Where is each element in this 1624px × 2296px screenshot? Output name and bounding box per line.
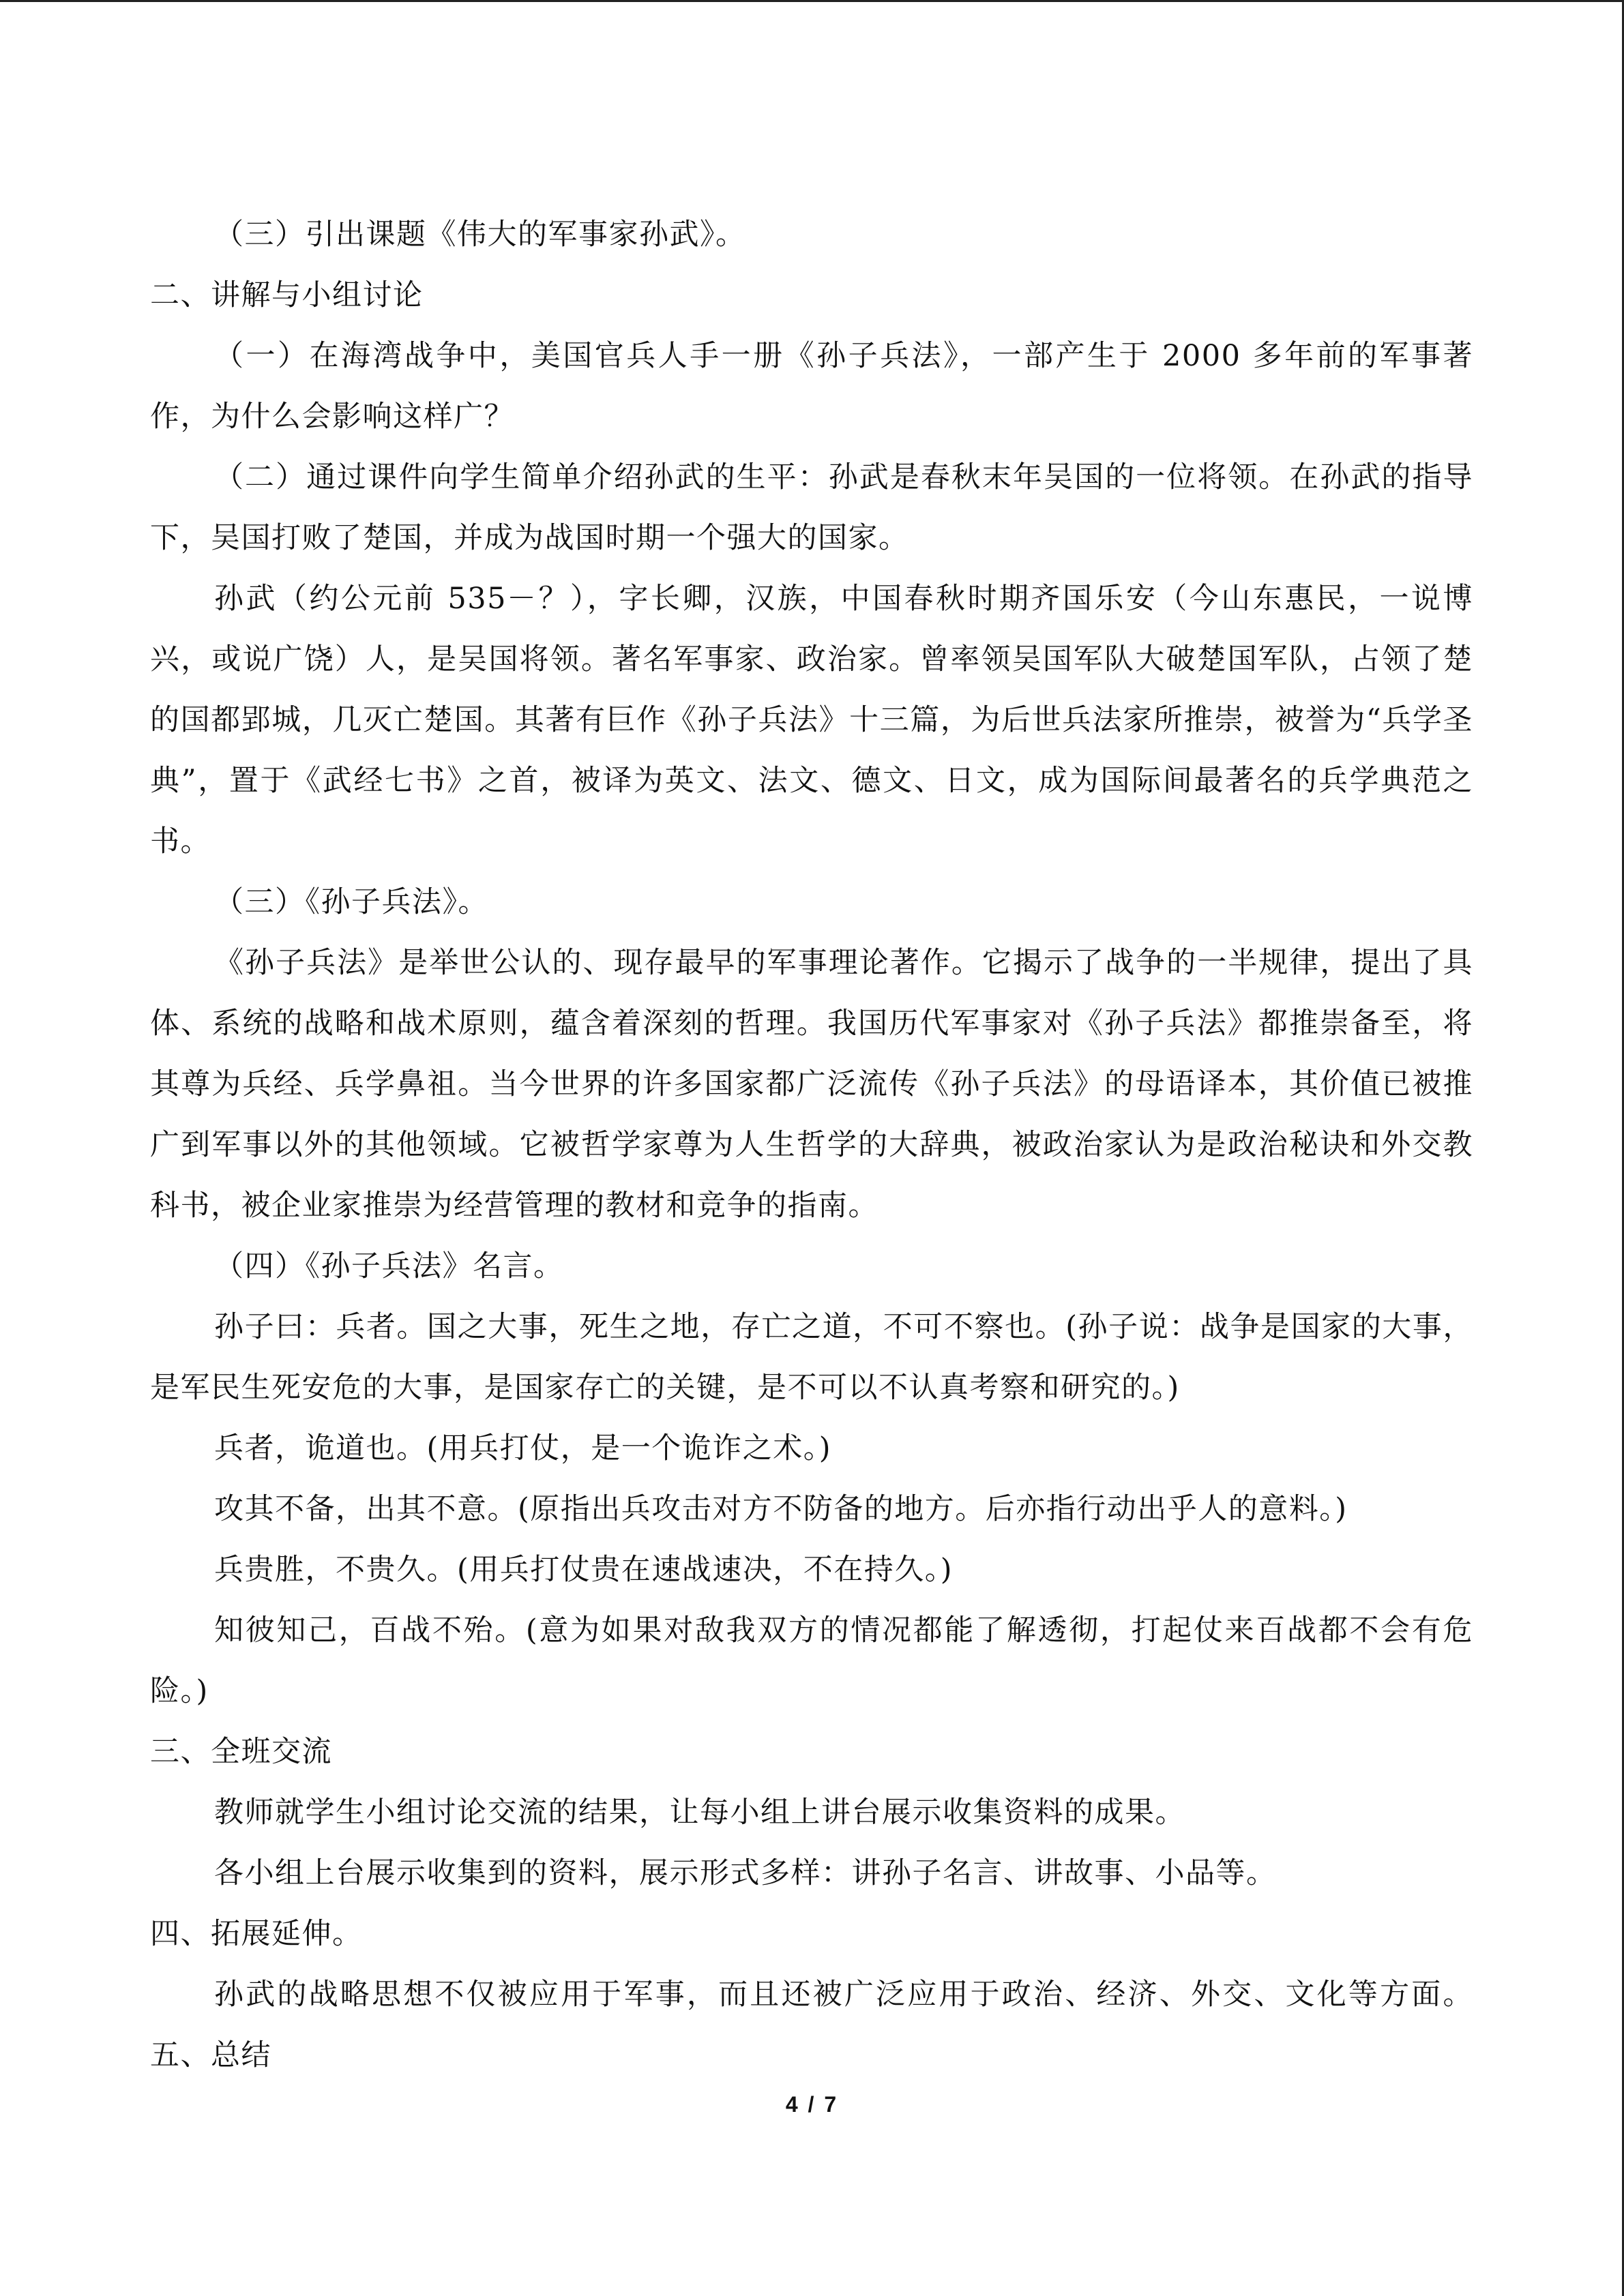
paragraph-sunwu-intro: （二）通过课件向学生简单介绍孙武的生平：孙武是春秋末年吴国的一位将领。在孙武的指导下，吴国打败了楚国，并成为战国时期一个强大的国家。: [150, 460, 1473, 555]
subheading-art-of-war: （三）《孙子兵法》。: [214, 885, 488, 919]
section-heading-3: 三、全班交流: [150, 1735, 332, 1769]
paragraph-intro-topic: （三）引出课题《伟大的军事家孙武》。: [214, 218, 746, 252]
page-border-top: [0, 0, 1624, 2]
paragraph-gulf-war: （一）在海湾战争中，美国官兵人手一册《孙子兵法》，一部产生于 2000 多年前的军事著作，为什么会影响这样广？: [150, 339, 1473, 434]
paragraph-sunwu-bio: 孙武（约公元前 535－？），字长卿，汉族，中国春秋时期齐国乐安（今山东惠民，一说博兴，或说广饶）人，是吴国将领。著名军事家、政治家。曾率领吴国军队大破楚国军队，占领了楚的国都郢城，几灭亡楚国。其著有巨作《孙子兵法》十三篇，为后世兵法家所推崇，被誉为“兵学圣典”，置于《武经七书》之首，被译为英文、法文、德文、日文，成为国际间最著名的兵学典范之书。: [150, 582, 1473, 859]
section-heading-2: 二、讲解与小组讨论: [150, 278, 424, 312]
section-heading-4: 四、拓展延伸。: [150, 1917, 363, 1951]
quote-5: 知彼知己，百战不殆。(意为如果对敌我双方的情况都能了解透彻，打起仗来百战都不会有危险。): [150, 1613, 1473, 1708]
quote-1: 孙子曰：兵者。国之大事，死生之地，存亡之道，不可不察也。(孙子说：战争是国家的大事，是军民生死安危的大事，是国家存亡的关键，是不可以不认真考察和研究的。): [150, 1310, 1473, 1405]
paragraph-extension: 孙武的战略思想不仅被应用于军事，而且还被广泛应用于政治、经济、外交、文化等方面。五、总结: [150, 1978, 1473, 2072]
quote-3: 攻其不备，出其不意。(原指出兵攻击对方不防备的地方。后亦指行动出乎人的意料。): [214, 1492, 1348, 1526]
paragraph-art-of-war: 《孙子兵法》是举世公认的、现存最早的军事理论著作。它揭示了战争的一半规律，提出了具体、系统的战略和战术原则，蕴含着深刻的哲理。我国历代军事家对《孙子兵法》都推崇备至，将其尊为兵经、兵学鼻祖。当今世界的许多国家都广泛流传《孙子兵法》的母语译本，其价值已被推广到军事以外的其他领域。它被哲学家尊为人生哲学的大辞典，被政治家认为是政治秘诀和外交教科书，被企业家推崇为经营管理的教材和竞争的指南。: [150, 946, 1473, 1223]
document-body: [150, 205, 1473, 2086]
paragraph-class-exchange-1: 教师就学生小组讨论交流的结果，让每小组上讲台展示收集资料的成果。: [214, 1795, 1185, 1830]
subheading-quotes: （四）《孙子兵法》名言。: [214, 1249, 564, 1283]
quote-4: 兵贵胜，不贵久。(用兵打仗贵在速战速决，不在持久。): [214, 1553, 954, 1587]
paragraph-class-exchange-2: 各小组上台展示收集到的资料，展示形式多样：讲孙子名言、讲故事、小品等。: [214, 1856, 1277, 1890]
page-number: 4 / 7: [785, 2092, 839, 2117]
quote-2: 兵者，诡道也。(用兵打仗，是一个诡诈之术。): [214, 1431, 832, 1465]
